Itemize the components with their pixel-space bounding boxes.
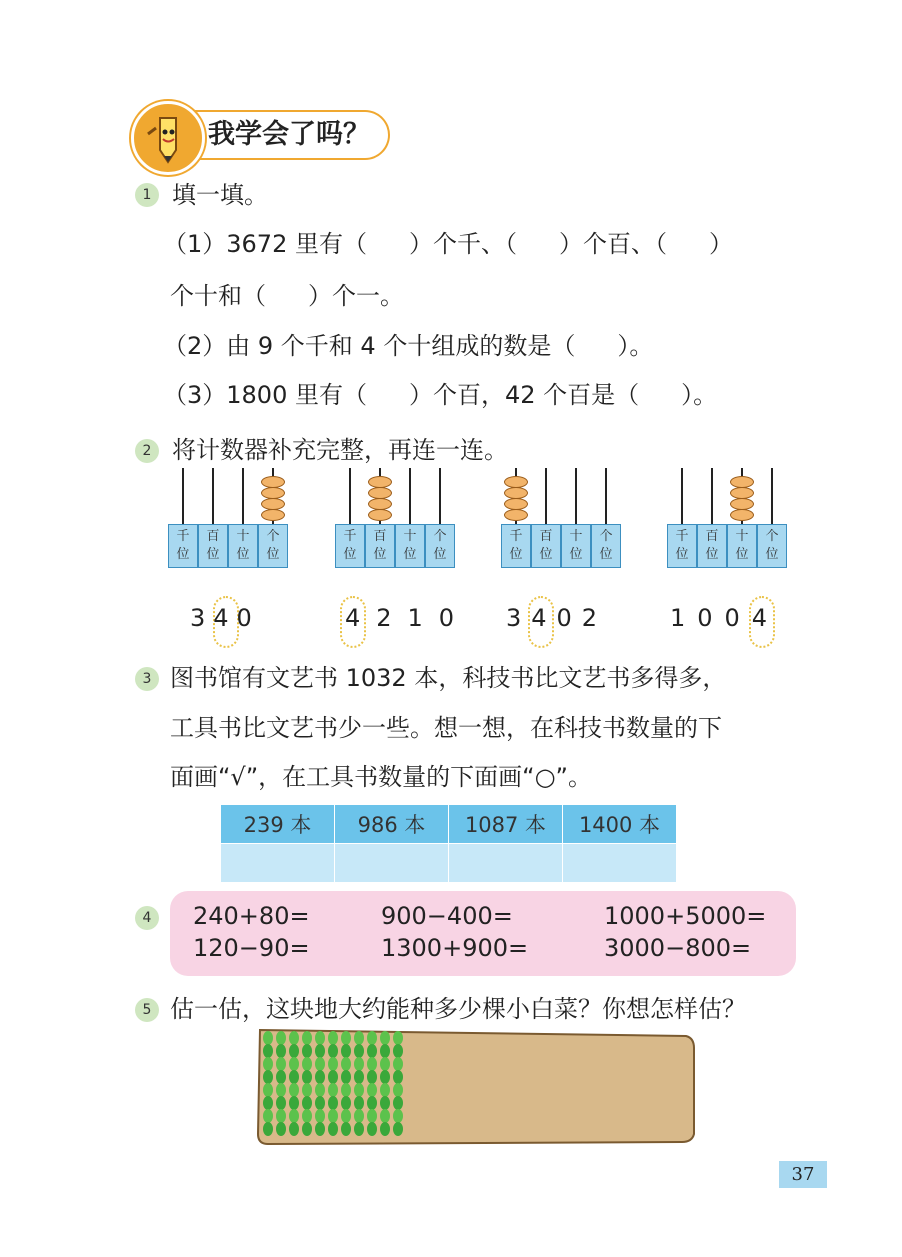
cabbage-icon bbox=[380, 1044, 390, 1058]
cabbage-icon bbox=[315, 1070, 325, 1084]
abacus-1[interactable] bbox=[168, 468, 288, 562]
number-card-2[interactable]: 4210 bbox=[345, 604, 471, 632]
cabbage-icon bbox=[289, 1044, 299, 1058]
cabbage-icon bbox=[276, 1057, 286, 1071]
q5-text: 估一估，这块地大约能种多少棵小白菜？你想怎样估？ bbox=[170, 995, 746, 1023]
book-count-table bbox=[220, 804, 677, 883]
cabbage-icon bbox=[302, 1070, 312, 1084]
cabbage-icon bbox=[328, 1070, 338, 1084]
cabbage-field-illustration bbox=[254, 1026, 696, 1146]
place-label-thousands: 千 位 bbox=[501, 524, 531, 568]
calc-item: 240+80= bbox=[193, 902, 310, 930]
abacus-4[interactable] bbox=[667, 468, 787, 562]
place-label-thousands: 千 位 bbox=[335, 524, 365, 568]
cabbage-icon bbox=[276, 1096, 286, 1110]
cabbage-icon bbox=[367, 1109, 377, 1123]
cabbage-icon bbox=[263, 1083, 273, 1097]
cabbage-icon bbox=[289, 1083, 299, 1097]
cabbage-icon bbox=[289, 1096, 299, 1110]
cabbage-icon bbox=[276, 1109, 286, 1123]
place-label-tens: 十 位 bbox=[228, 524, 258, 568]
cabbage-icon bbox=[263, 1044, 273, 1058]
place-label-tens: 十 位 bbox=[561, 524, 591, 568]
cabbage-icon bbox=[302, 1109, 312, 1123]
cabbage-icon bbox=[263, 1122, 273, 1136]
calc-item: 3000−800= bbox=[604, 934, 752, 962]
cabbage-icon bbox=[380, 1057, 390, 1071]
place-label-thousands: 千 位 bbox=[168, 524, 198, 568]
cabbage-icon bbox=[302, 1096, 312, 1110]
cabbage-icon bbox=[367, 1096, 377, 1110]
q3-line-1: 图书馆有文艺书 1032 本，科技书比文艺书多得多， bbox=[170, 664, 727, 692]
place-label-hundreds: 百 位 bbox=[697, 524, 727, 568]
q3-line-2: 工具书比文艺书少一些。想一想，在科技书数量的下 bbox=[170, 714, 722, 742]
cabbage-icon bbox=[315, 1031, 325, 1045]
cabbage-icon bbox=[276, 1083, 286, 1097]
cabbage-icon bbox=[289, 1070, 299, 1084]
cabbage-icon bbox=[263, 1031, 273, 1045]
q1-line-4: （3）1800 里有（ ）个百，42 个百是（ ）。 bbox=[163, 381, 718, 409]
cabbage-icon bbox=[315, 1057, 325, 1071]
cabbage-icon bbox=[354, 1044, 364, 1058]
cabbage-icon bbox=[315, 1122, 325, 1136]
cabbage-icon bbox=[328, 1057, 338, 1071]
cabbage-icon bbox=[354, 1096, 364, 1110]
cabbage-icon bbox=[354, 1122, 364, 1136]
place-label-ones: 个 位 bbox=[258, 524, 288, 568]
calc-item: 1300+900= bbox=[381, 934, 529, 962]
cabbage-icon bbox=[354, 1031, 364, 1045]
cabbage-icon bbox=[315, 1083, 325, 1097]
cabbage-icon bbox=[341, 1096, 351, 1110]
cabbage-icon bbox=[276, 1044, 286, 1058]
cabbage-icon bbox=[393, 1031, 403, 1045]
place-label-tens: 十 位 bbox=[395, 524, 425, 568]
place-label-ones: 个 位 bbox=[757, 524, 787, 568]
cabbage-icon bbox=[367, 1122, 377, 1136]
q1-line-1: （1）3672 里有（ ）个千、（ ）个百、（ ） bbox=[163, 230, 733, 258]
place-label-hundreds: 百 位 bbox=[198, 524, 228, 568]
section-title: 我学会了吗？ bbox=[186, 110, 390, 160]
cabbage-icon bbox=[367, 1070, 377, 1084]
page-number: 37 bbox=[779, 1161, 827, 1188]
cabbage-icon bbox=[328, 1044, 338, 1058]
cabbage-icon bbox=[289, 1122, 299, 1136]
cabbage-icon bbox=[367, 1083, 377, 1097]
cabbage-icon bbox=[354, 1083, 364, 1097]
cabbage-icon bbox=[341, 1070, 351, 1084]
cabbage-icon bbox=[263, 1096, 273, 1110]
abacus-2[interactable] bbox=[335, 468, 455, 562]
cabbage-icon bbox=[289, 1031, 299, 1045]
pencil-mascot-icon bbox=[131, 101, 205, 175]
cabbage-icon bbox=[276, 1122, 286, 1136]
cabbage-icon bbox=[393, 1109, 403, 1123]
cabbage-icon bbox=[302, 1031, 312, 1045]
cabbage-icon bbox=[380, 1122, 390, 1136]
cabbage-icon bbox=[393, 1083, 403, 1097]
q1-line-2: 个十和（ ）个一。 bbox=[170, 282, 404, 310]
answer-cell[interactable] bbox=[449, 844, 563, 883]
cabbage-icon bbox=[367, 1044, 377, 1058]
q2-title: 将计数器补充完整，再连一连。 bbox=[172, 436, 508, 464]
cabbage-icon bbox=[315, 1096, 325, 1110]
table-header-cell: 986 本 bbox=[335, 805, 449, 844]
cabbage-icon bbox=[393, 1057, 403, 1071]
cabbage-icon bbox=[354, 1057, 364, 1071]
q3-line-3: 面画“√”，在工具书数量的下面画“○”。 bbox=[170, 763, 592, 791]
cabbage-icon bbox=[302, 1083, 312, 1097]
cabbage-icon bbox=[315, 1044, 325, 1058]
number-card-3[interactable]: 3402 bbox=[506, 604, 608, 632]
cabbage-icon bbox=[328, 1031, 338, 1045]
calc-item: 120−90= bbox=[193, 934, 310, 962]
cabbage-icon bbox=[354, 1070, 364, 1084]
calc-item: 900−400= bbox=[381, 902, 513, 930]
question-number-3: 3 bbox=[135, 667, 159, 691]
cabbage-icon bbox=[380, 1070, 390, 1084]
cabbage-icon bbox=[341, 1122, 351, 1136]
question-number-4: 4 bbox=[135, 906, 159, 930]
question-number-1: 1 bbox=[135, 183, 159, 207]
cabbage-icon bbox=[341, 1031, 351, 1045]
cabbage-icon bbox=[302, 1057, 312, 1071]
cabbage-icon bbox=[341, 1057, 351, 1071]
cabbage-icon bbox=[341, 1083, 351, 1097]
cabbage-icon bbox=[341, 1044, 351, 1058]
calc-item: 1000+5000= bbox=[604, 902, 767, 930]
table-header-cell: 239 本 bbox=[221, 805, 335, 844]
number-card-1[interactable]: 340 bbox=[190, 604, 260, 632]
place-label-hundreds: 百 位 bbox=[531, 524, 561, 568]
answer-cell[interactable] bbox=[221, 844, 335, 883]
cabbage-icon bbox=[328, 1122, 338, 1136]
cabbage-icon bbox=[315, 1109, 325, 1123]
q1-title: 填一填。 bbox=[172, 181, 268, 209]
cabbage-icon bbox=[393, 1122, 403, 1136]
cabbage-icon bbox=[380, 1031, 390, 1045]
place-label-tens: 十 位 bbox=[727, 524, 757, 568]
cabbage-icon bbox=[263, 1070, 273, 1084]
cabbage-icon bbox=[367, 1031, 377, 1045]
place-label-ones: 个 位 bbox=[591, 524, 621, 568]
cabbage-icon bbox=[289, 1109, 299, 1123]
place-label-hundreds: 百 位 bbox=[365, 524, 395, 568]
question-number-2: 2 bbox=[135, 439, 159, 463]
cabbage-icon bbox=[328, 1083, 338, 1097]
answer-cell[interactable] bbox=[335, 844, 449, 883]
abacus-3[interactable] bbox=[501, 468, 621, 562]
cabbage-icon bbox=[380, 1096, 390, 1110]
cabbage-icon bbox=[302, 1044, 312, 1058]
place-label-ones: 个 位 bbox=[425, 524, 455, 568]
cabbage-icon bbox=[276, 1070, 286, 1084]
cabbage-icon bbox=[302, 1122, 312, 1136]
cabbage-icon bbox=[263, 1057, 273, 1071]
cabbage-icon bbox=[354, 1109, 364, 1123]
cabbage-icon bbox=[393, 1044, 403, 1058]
cabbage-icon bbox=[276, 1031, 286, 1045]
cabbage-icon bbox=[328, 1096, 338, 1110]
table-header-cell: 1087 本 bbox=[449, 805, 563, 844]
cabbage-icon bbox=[380, 1083, 390, 1097]
cabbage-icon bbox=[341, 1109, 351, 1123]
cabbage-icon bbox=[367, 1057, 377, 1071]
cabbage-icon bbox=[393, 1096, 403, 1110]
cabbage-icon bbox=[328, 1109, 338, 1123]
cabbage-icon bbox=[289, 1057, 299, 1071]
cabbage-icon bbox=[380, 1109, 390, 1123]
number-card-4[interactable]: 1004 bbox=[670, 604, 780, 632]
cabbage-icon bbox=[263, 1109, 273, 1123]
q1-line-3: （2）由 9 个千和 4 个十组成的数是（ ）。 bbox=[163, 332, 654, 360]
question-number-5: 5 bbox=[135, 998, 159, 1022]
place-label-thousands: 千 位 bbox=[667, 524, 697, 568]
table-header-cell: 1400 本 bbox=[563, 805, 677, 844]
cabbage-icon bbox=[393, 1070, 403, 1084]
answer-cell[interactable] bbox=[563, 844, 677, 883]
